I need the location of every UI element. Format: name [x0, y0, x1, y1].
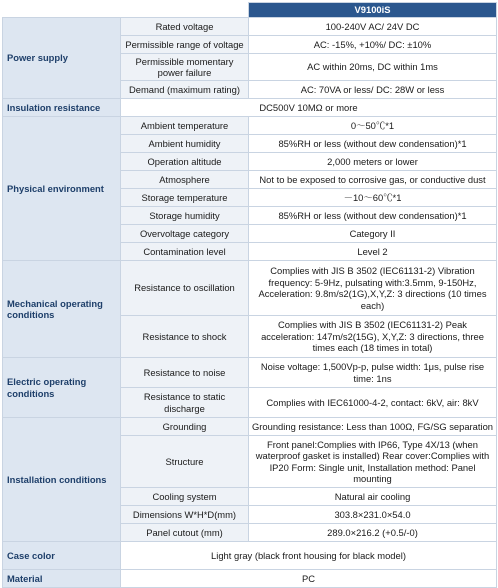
category-physical-environment: Physical environment — [3, 117, 121, 261]
item-label: Resistance to noise — [121, 358, 249, 388]
item-value: 303.8×231.0×54.0 — [249, 506, 497, 524]
item-label: Demand (maximum rating) — [121, 81, 249, 99]
spec-row-ambient-temperature — [3, 117, 497, 135]
item-value: DC500V 10MΩ or more — [121, 99, 497, 117]
item-label: Cooling system — [121, 488, 249, 506]
item-label: Resistance to shock — [121, 316, 249, 358]
item-label: Grounding — [121, 418, 249, 436]
item-label: Permissible range of voltage — [121, 36, 249, 54]
item-value: 85%RH or less (without dew condensation)*1 — [249, 207, 497, 225]
category-mechanical-operating-conditions: Mechanical operating conditions — [3, 261, 121, 358]
item-label: Permissible momentary power failure — [121, 54, 249, 81]
category-installation-conditions: Installation conditions — [3, 418, 121, 542]
item-label: Resistance to oscillation — [121, 261, 249, 316]
item-label: Overvoltage category — [121, 225, 249, 243]
category-electric-operating-conditions: Electric operating conditions — [3, 358, 121, 418]
item-value: Natural air cooling — [249, 488, 497, 506]
item-value: 100-240V AC/ 24V DC — [249, 18, 497, 36]
item-value: 2,000 meters or lower — [249, 153, 497, 171]
spec-row-insulation-resistance — [3, 99, 497, 117]
item-label: Storage temperature — [121, 189, 249, 207]
spec-body — [3, 18, 497, 588]
item-label: Structure — [121, 436, 249, 488]
item-value: Front panel:Complies with IP66, Type 4X/13 (when waterproof gasket is installed) Rear cover:Complies with IP20 Form: Single unit, Installation method: Panel mounting — [249, 436, 497, 488]
spec-table — [2, 2, 497, 588]
category-case-color: Case color — [3, 542, 121, 570]
item-label: Atmosphere — [121, 171, 249, 189]
item-label: Contamination level — [121, 243, 249, 261]
spec-row-resistance-to-oscillation — [3, 261, 497, 316]
spec-row-resistance-to-noise — [3, 358, 497, 388]
item-value: Grounding resistance: Less than 100Ω, FG/SG separation — [249, 418, 497, 436]
item-value: Category II — [249, 225, 497, 243]
category-insulation-resistance: Insulation resistance — [3, 99, 121, 117]
item-value: PC — [121, 570, 497, 588]
category-material: Material — [3, 570, 121, 588]
item-value: Complies with JIS B 3502 (IEC61131-2) Peak acceleration: 147m/s2(15G), X,Y,Z: 3 directions, three times each (18 times in total) — [249, 316, 497, 358]
item-label: Rated voltage — [121, 18, 249, 36]
item-label: Operation altitude — [121, 153, 249, 171]
spec-row-grounding — [3, 418, 497, 436]
item-value: Light gray (black front housing for black model) — [121, 542, 497, 570]
item-value: Complies with IEC61000-4-2, contact: 6kV, air: 8kV — [249, 388, 497, 418]
item-value: Complies with JIS B 3502 (IEC61131-2) Vibration frequency: 5-9Hz, pulsating with:3.5mm, 9-150Hz, Acceleration: 9.8m/s2(1G),X,Y,Z: 3 directions (10 times each) — [249, 261, 497, 316]
header-corner — [3, 3, 249, 18]
header-row — [3, 3, 497, 18]
model-header: V9100iS — [249, 3, 497, 18]
item-label: Dimensions W*H*D(mm) — [121, 506, 249, 524]
item-value: Level 2 — [249, 243, 497, 261]
item-value: AC: 70VA or less/ DC: 28W or less — [249, 81, 497, 99]
spec-row-rated-voltage — [3, 18, 497, 36]
item-value: －10～60℃*1 — [249, 189, 497, 207]
item-value: 0～50℃*1 — [249, 117, 497, 135]
spec-row-material — [3, 570, 497, 588]
category-power-supply: Power supply — [3, 18, 121, 99]
item-value: AC: -15%, +10%/ DC: ±10% — [249, 36, 497, 54]
item-label: Resistance to static discharge — [121, 388, 249, 418]
item-label: Ambient temperature — [121, 117, 249, 135]
item-value: 85%RH or less (without dew condensation)*1 — [249, 135, 497, 153]
item-value: Not to be exposed to corrosive gas, or conductive dust — [249, 171, 497, 189]
item-label: Panel cutout (mm) — [121, 524, 249, 542]
item-value: 289.0×216.2 (+0.5/-0) — [249, 524, 497, 542]
item-label: Storage humidity — [121, 207, 249, 225]
spec-row-case-color — [3, 542, 497, 570]
item-value: Noise voltage: 1,500Vp-p, pulse width: 1μs, pulse rise time: 1ns — [249, 358, 497, 388]
item-value: AC within 20ms, DC within 1ms — [249, 54, 497, 81]
item-label: Ambient humidity — [121, 135, 249, 153]
